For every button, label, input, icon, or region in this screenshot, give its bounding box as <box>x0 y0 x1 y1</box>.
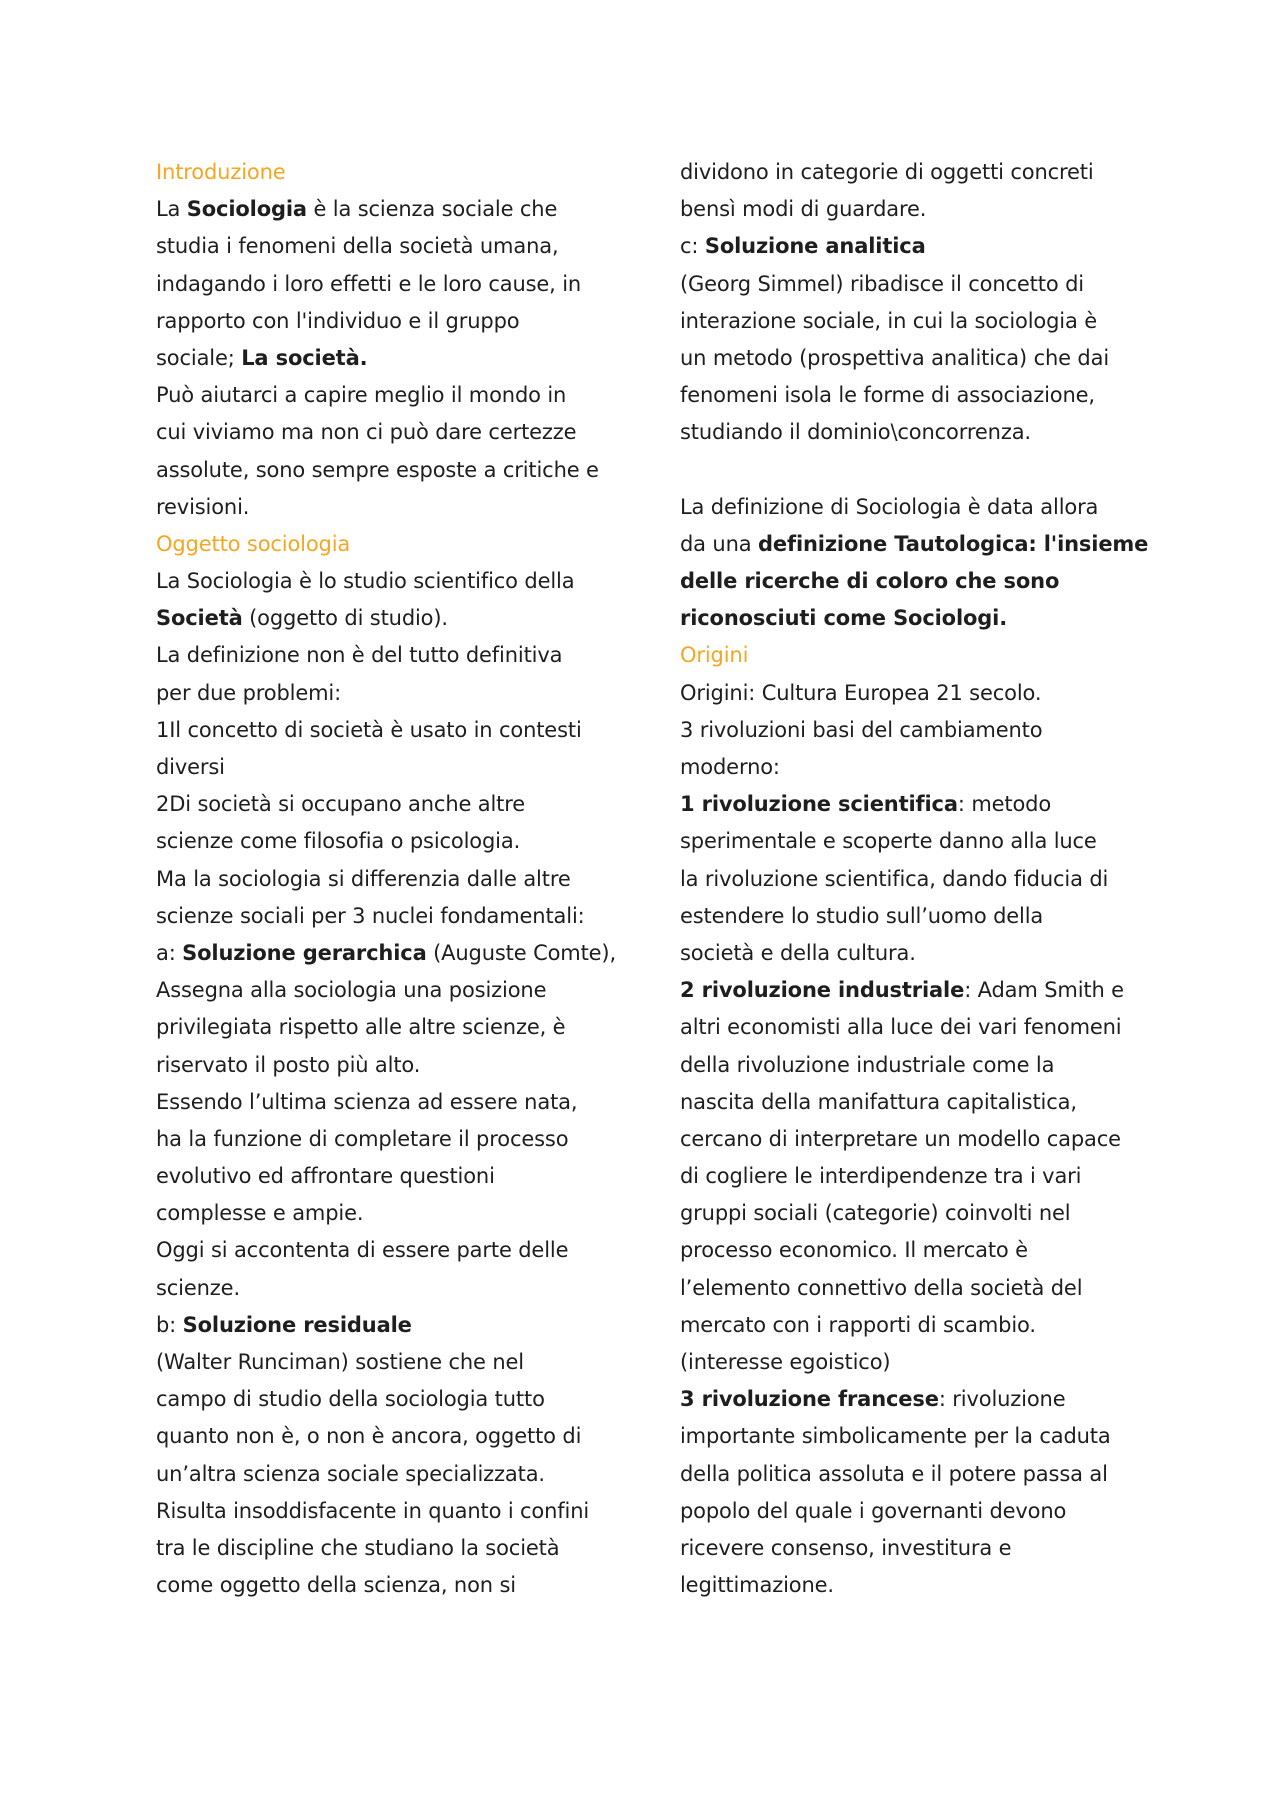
bold-term: 2 rivoluzione industriale <box>680 978 965 1003</box>
text-line <box>156 1381 634 1418</box>
text-line <box>680 861 1158 898</box>
text-run: scienze. <box>156 1275 240 1300</box>
text-run: complesse e ampie. <box>156 1201 364 1226</box>
text-line <box>156 1418 634 1455</box>
text-run: : Adam Smith e <box>964 978 1124 1003</box>
text-line <box>680 489 1158 526</box>
text-line <box>156 898 634 935</box>
text-run: 2Di società si occupano anche altre <box>156 792 526 817</box>
text-run: (interesse egoistico) <box>680 1350 891 1374</box>
text-run: Ma la sociologia si differenzia dalle altre <box>156 866 571 891</box>
text-run: ha la funzione di completare il processo <box>156 1126 569 1151</box>
text-line <box>156 377 634 414</box>
text-run: processo economico. Il mercato è <box>680 1238 1028 1263</box>
text-run: da una <box>680 531 758 556</box>
text-line <box>680 749 1158 786</box>
bold-term: definizione Tautologica: l'insieme <box>758 531 1149 556</box>
text-line <box>680 377 1158 414</box>
text-line <box>156 1344 634 1381</box>
text-line <box>680 1121 1158 1158</box>
text-line <box>156 414 634 451</box>
left-column <box>156 154 634 1604</box>
text-line <box>680 1232 1158 1269</box>
text-run: della rivoluzione industriale come la <box>680 1052 1055 1077</box>
text-run: (oggetto di studio). <box>242 606 448 631</box>
text-run: della politica assoluta e il potere passa al <box>680 1461 1108 1486</box>
text-line <box>156 1232 634 1269</box>
text-line <box>156 1121 634 1158</box>
text-run: Origini: Cultura Europea 21 secolo. <box>680 680 1042 705</box>
text-line <box>156 452 634 489</box>
text-line <box>156 1009 634 1046</box>
text-line <box>156 1195 634 1232</box>
text-line <box>156 303 634 340</box>
text-line <box>680 823 1158 860</box>
text-run: diversi <box>156 755 225 779</box>
text-line <box>156 1047 634 1084</box>
text-run: fenomeni isola le forme di associazione, <box>680 383 1095 408</box>
text-run: riservato il posto più alto. <box>156 1052 421 1077</box>
text-run: estendere lo studio sull’uomo della <box>680 903 1044 928</box>
text-line <box>680 712 1158 749</box>
text-run: cui viviamo ma non ci può dare certezze <box>156 420 577 445</box>
text-line <box>680 1047 1158 1084</box>
text-run: società e della cultura. <box>680 940 916 965</box>
text-line <box>680 303 1158 340</box>
bold-term: 1 rivoluzione scientifica <box>680 792 958 817</box>
text-run: a: <box>156 940 183 965</box>
text-run: (Walter Runciman) sostiene che nel <box>156 1350 524 1374</box>
text-run: Può aiutarci a capire meglio il mondo in <box>156 383 567 408</box>
text-run: b: <box>156 1312 183 1337</box>
text-run: 1Il concetto di società è usato in contesti <box>156 717 582 742</box>
text-run: studiando il dominio\concorrenza. <box>680 420 1031 445</box>
text-line <box>156 1567 634 1604</box>
text-run: : rivoluzione <box>938 1387 1066 1412</box>
text-line <box>156 749 634 786</box>
text-line <box>156 1530 634 1567</box>
text-run: evolutivo ed affrontare questioni <box>156 1164 495 1189</box>
text-run: 3 rivoluzioni basi del cambiamento <box>680 717 1043 742</box>
text-run: gruppi sociali (categorie) coinvolti nel <box>680 1201 1071 1226</box>
text-line <box>680 786 1158 823</box>
text-run: per due problemi: <box>156 680 342 705</box>
bold-term: 3 rivoluzione francese <box>680 1387 939 1412</box>
text-run: studia i fenomeni della società umana, <box>156 234 559 259</box>
text-run: assolute, sono sempre esposte a critiche e <box>156 457 599 482</box>
text-line <box>680 191 1158 228</box>
section-heading: Oggetto sociologia <box>156 531 351 556</box>
text-run: Essendo l’ultima scienza ad essere nata, <box>156 1089 578 1114</box>
bold-term: delle ricerche di coloro che sono <box>680 569 1060 594</box>
text-run: La <box>156 197 187 222</box>
text-run: un’altra scienza sociale specializzata. <box>156 1461 545 1486</box>
text-run: : metodo <box>957 792 1052 817</box>
text-run: importante simbolicamente per la caduta <box>680 1424 1111 1449</box>
text-line <box>156 1307 634 1344</box>
text-run: scienze sociali per 3 nuclei fondamentali: <box>156 903 585 928</box>
text-line <box>680 1270 1158 1307</box>
text-line <box>156 861 634 898</box>
text-run: tra le discipline che studiano la società <box>156 1535 560 1560</box>
text-line <box>156 228 634 265</box>
text-run: (Georg Simmel) ribadisce il concetto di <box>680 271 1084 296</box>
text-run: Oggi si accontenta di essere parte delle <box>156 1238 569 1263</box>
text-line <box>680 340 1158 377</box>
text-line <box>680 1009 1158 1046</box>
text-line <box>680 1381 1158 1418</box>
text-run: quanto non è, o non è ancora, oggetto di <box>156 1424 582 1449</box>
text-line <box>680 1344 1158 1381</box>
text-line <box>680 414 1158 451</box>
text-line <box>156 489 634 526</box>
text-line <box>156 600 634 637</box>
text-line <box>156 191 634 228</box>
text-line <box>156 712 634 749</box>
text-line <box>156 1270 634 1307</box>
text-line <box>156 1456 634 1493</box>
text-line <box>680 228 1158 265</box>
text-run: è la scienza sociale che <box>306 197 558 222</box>
text-line <box>156 1493 634 1530</box>
blank-line <box>680 452 1158 489</box>
bold-term: Soluzione gerarchica <box>182 940 427 965</box>
text-run: sociale; <box>156 345 242 370</box>
text-line <box>156 266 634 303</box>
text-run: La Sociologia è lo studio scientifico della <box>156 569 575 594</box>
text-line <box>680 935 1158 972</box>
text-run: di cogliere le interdipendenze tra i vari <box>680 1164 1082 1189</box>
text-line <box>680 600 1158 637</box>
text-run: cercano di interpretare un modello capace <box>680 1126 1121 1151</box>
right-column <box>680 154 1158 1604</box>
text-line <box>156 935 634 972</box>
text-line <box>680 1195 1158 1232</box>
text-run: rapporto con l'individuo e il gruppo <box>156 308 520 333</box>
text-run: (Auguste Comte), <box>426 940 617 965</box>
text-run: c: <box>680 234 705 259</box>
text-run: ricevere consenso, investitura e <box>680 1535 1012 1560</box>
text-run: Assegna alla sociologia una posizione <box>156 978 547 1003</box>
text-line <box>680 526 1158 563</box>
text-run: altri economisti alla luce dei vari fenomeni <box>680 1015 1122 1040</box>
text-run: La definizione di Sociologia è data allora <box>680 494 1099 519</box>
text-run: nascita della manifattura capitalistica, <box>680 1089 1077 1114</box>
text-run: revisioni. <box>156 494 250 519</box>
text-run: legittimazione. <box>680 1573 834 1598</box>
text-line <box>680 1567 1158 1604</box>
text-line <box>680 266 1158 303</box>
text-line <box>680 1493 1158 1530</box>
bold-term: Soluzione analitica <box>704 234 926 259</box>
text-run: bensì modi di guardare. <box>680 197 927 222</box>
text-line <box>680 1456 1158 1493</box>
text-line <box>680 1418 1158 1455</box>
text-run: privilegiata rispetto alle altre scienze, è <box>156 1015 566 1040</box>
text-run: campo di studio della sociologia tutto <box>156 1387 545 1412</box>
text-run: La definizione non è del tutto definitiva <box>156 643 563 668</box>
text-line <box>156 823 634 860</box>
text-line <box>680 898 1158 935</box>
text-run: la rivoluzione scientifica, dando fiducia di <box>680 866 1109 891</box>
text-run: l’elemento connettivo della società del <box>680 1275 1083 1300</box>
text-run: interazione sociale, in cui la sociologia è <box>680 308 1097 333</box>
text-run: indagando i loro effetti e le loro cause, in <box>156 271 582 296</box>
text-run: scienze come filosofia o psicologia. <box>156 829 521 854</box>
text-line <box>156 563 634 600</box>
text-line <box>156 340 634 377</box>
text-line <box>156 637 634 674</box>
section-heading: Origini <box>680 643 749 668</box>
text-line <box>680 1530 1158 1567</box>
text-line <box>156 1084 634 1121</box>
bold-term: Sociologia <box>186 197 307 222</box>
bold-term: Soluzione residuale <box>182 1312 412 1337</box>
section-heading: Introduzione <box>156 160 286 184</box>
text-run: un metodo (prospettiva analitica) che dai <box>680 345 1110 370</box>
bold-term: riconosciuti come Sociologi. <box>680 606 1008 631</box>
text-run: dividono in categorie di oggetti concreti <box>680 160 1094 184</box>
text-run: moderno: <box>680 755 780 779</box>
text-run: come oggetto della scienza, non si <box>156 1573 516 1598</box>
text-line <box>680 1307 1158 1344</box>
text-run: mercato con i rapporti di scambio. <box>680 1312 1036 1337</box>
text-line <box>156 675 634 712</box>
text-run: Risulta insoddisfacente in quanto i confini <box>156 1498 590 1523</box>
text-line <box>680 154 1158 191</box>
bold-term: La società. <box>241 345 368 370</box>
text-line <box>680 1084 1158 1121</box>
bold-term: Società <box>156 606 243 631</box>
text-line <box>156 972 634 1009</box>
text-run: popolo del quale i governanti devono <box>680 1498 1067 1523</box>
text-run: sperimentale e scoperte danno alla luce <box>680 829 1097 854</box>
text-line <box>680 675 1158 712</box>
text-line <box>156 786 634 823</box>
text-line <box>156 1158 634 1195</box>
text-line <box>680 972 1158 1009</box>
text-line <box>680 1158 1158 1195</box>
text-line <box>680 563 1158 600</box>
